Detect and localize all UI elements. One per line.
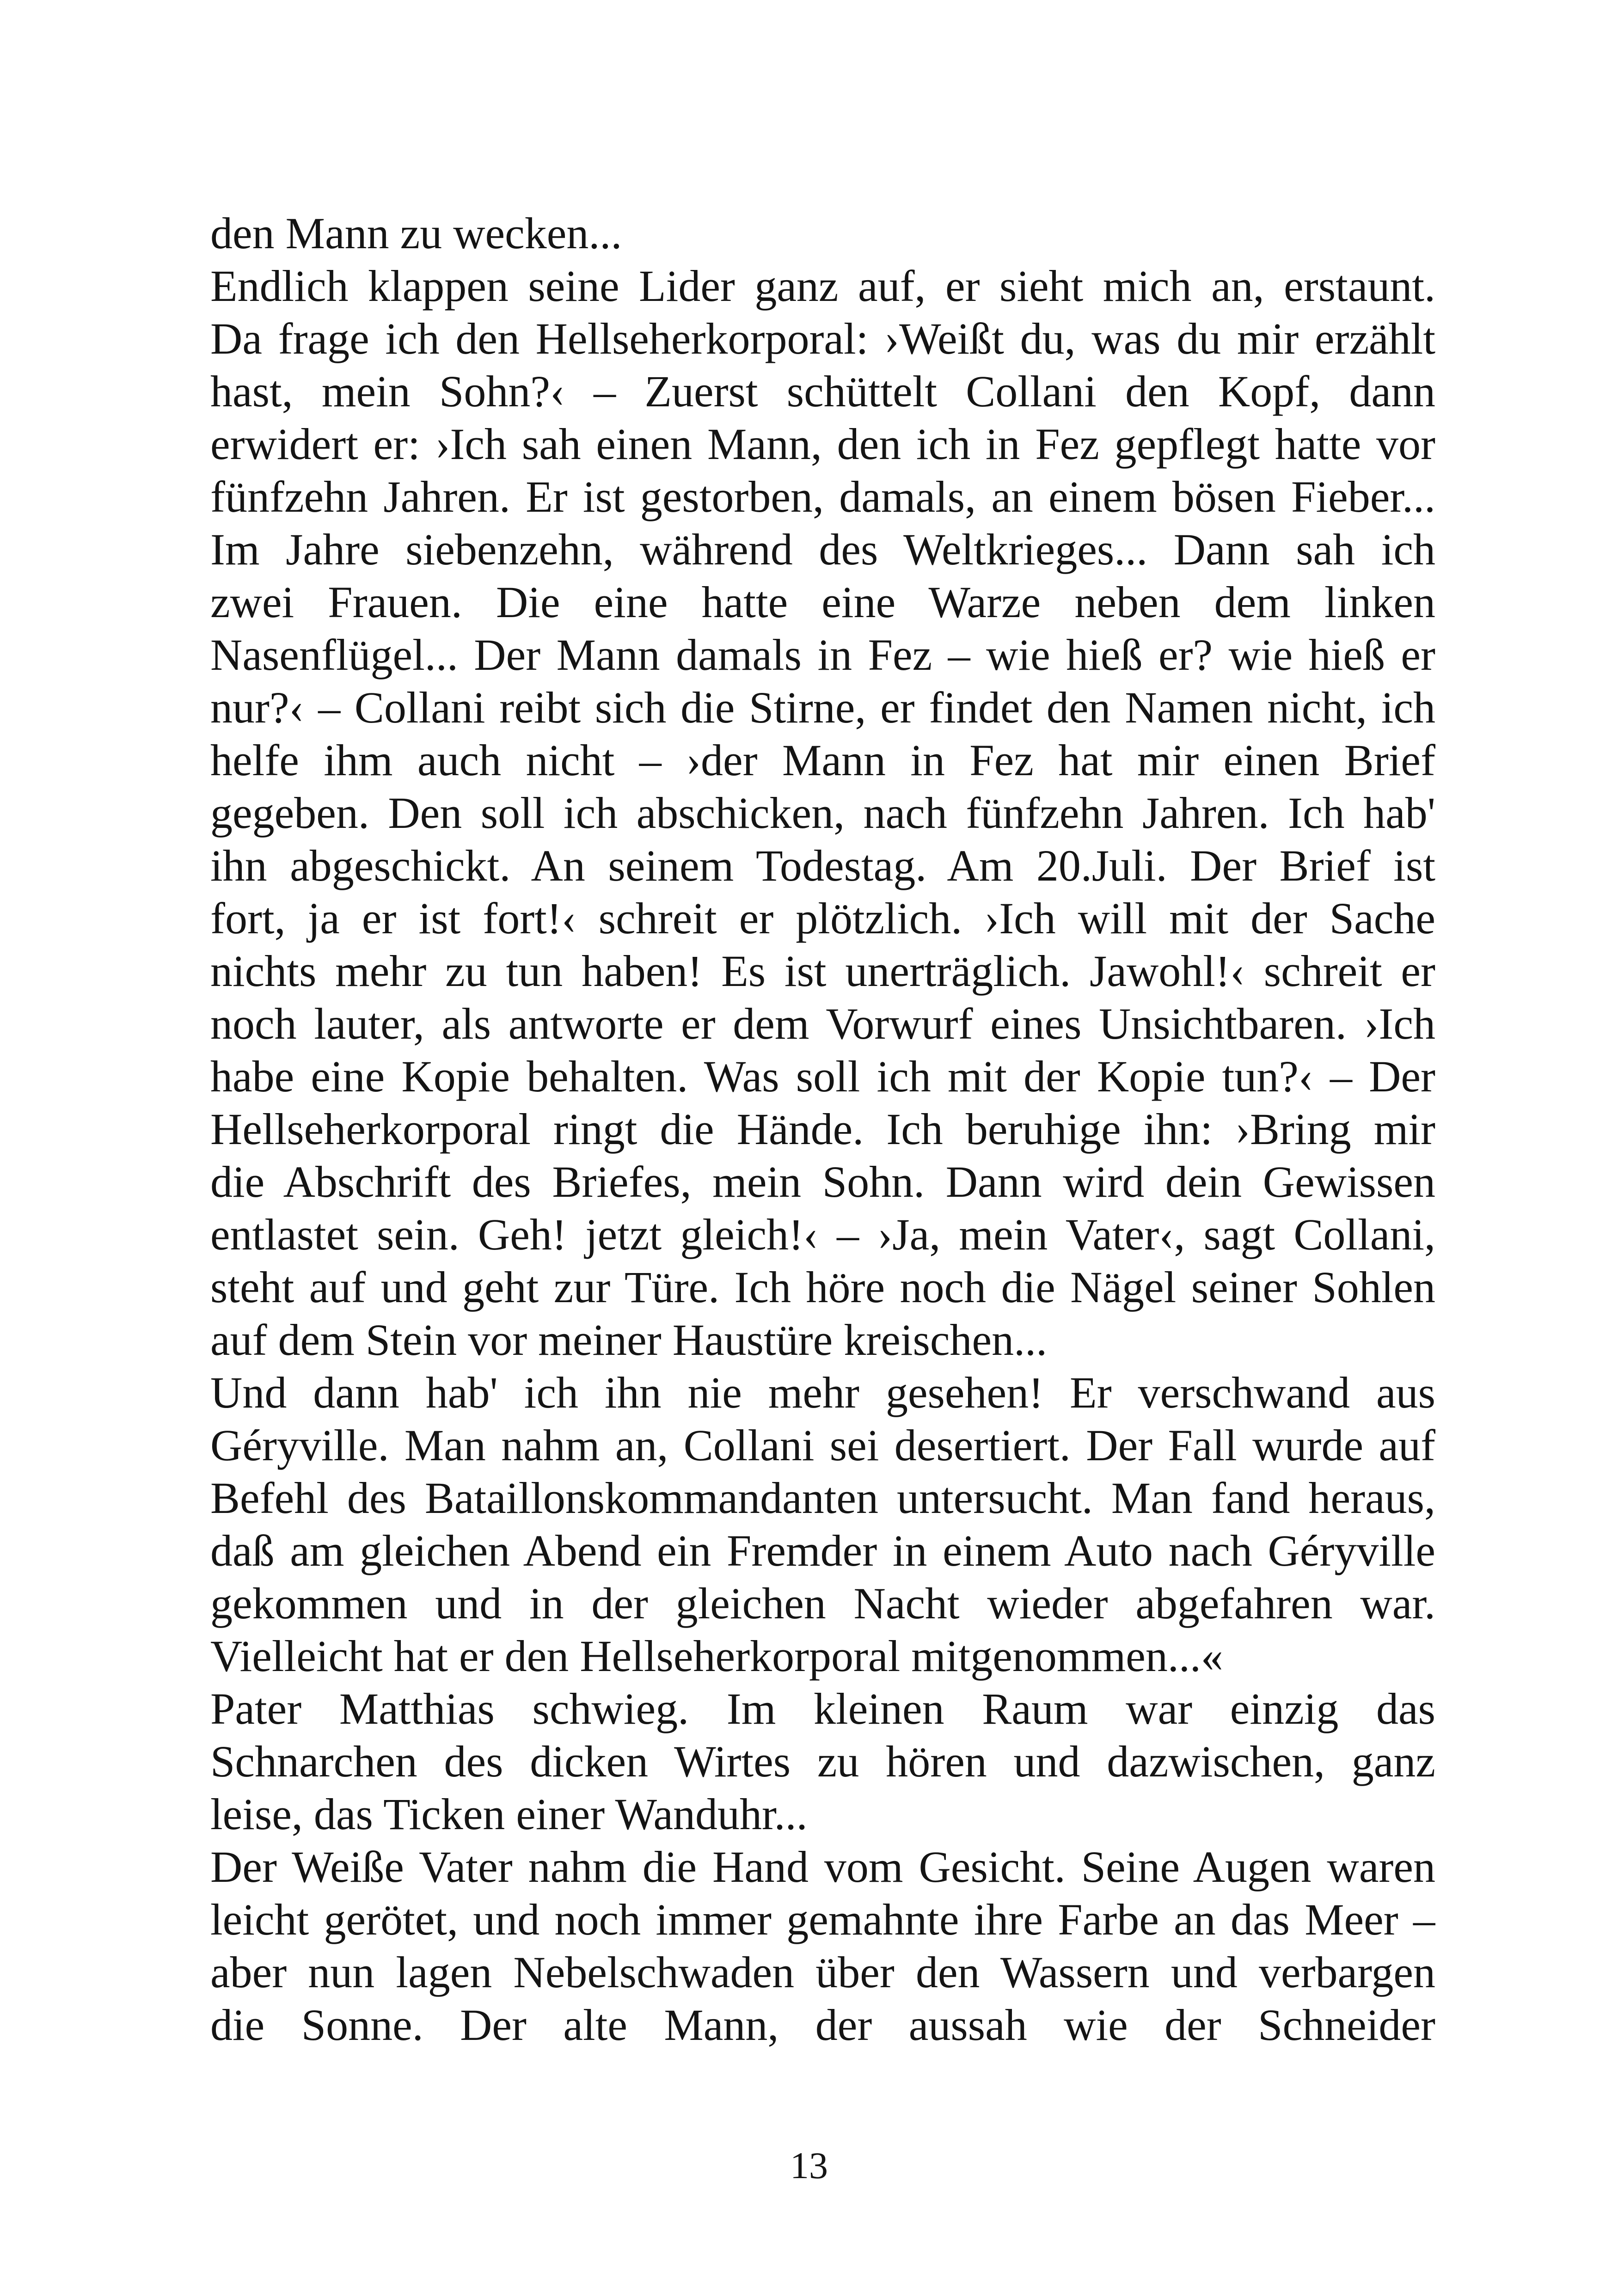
text-line: Hellseherkorporal ringt die Hände. Ich beruhige ihn: ›Bring mir [210,1104,1435,1154]
text-line: leise, das Ticken einer Wanduhr... [210,1789,808,1839]
text-line: Im Jahre siebenzehn, während des Weltkrieges... Dann sah ich [210,525,1435,574]
text-line: habe eine Kopie behalten. Was soll ich mit der Kopie tun?‹ – Der [210,1052,1435,1101]
text-line: auf dem Stein vor meiner Haustüre kreischen... [210,1315,1048,1365]
text-line: erwidert er: ›Ich sah einen Mann, den ich in Fez gepflegt hatte vor [210,419,1435,469]
text-line: zwei Frauen. Die eine hatte eine Warze neben dem linken [210,577,1435,627]
text-line: ihn abgeschickt. An seinem Todestag. Am 20.Juli. Der Brief ist [210,841,1435,890]
text-line: aber nun lagen Nebelschwaden über den Wassern und verbargen [210,1947,1435,1997]
text-line: fort, ja er ist fort!‹ schreit er plötzlich. ›Ich will mit der Sache [210,894,1435,943]
text-line: entlastet sein. Geh! jetzt gleich!‹ – ›Ja, mein Vater‹, sagt Collani, [210,1210,1435,1259]
text-line: Befehl des Bataillonskommandanten untersucht. Man fand heraus, [210,1473,1435,1523]
text-line: Schnarchen des dicken Wirtes zu hören und dazwischen, ganz [210,1737,1435,1786]
text-line: Da frage ich den Hellseherkorporal: ›Weißt du, was du mir erzählt [210,314,1435,363]
text-line: helfe ihm auch nicht – ›der Mann in Fez hat mir einen Brief [210,735,1435,785]
text-line: Géryville. Man nahm an, Collani sei desertiert. Der Fall wurde auf [210,1420,1435,1470]
text-line: Und dann hab' ich ihn nie mehr gesehen! Er verschwand aus [210,1368,1435,1417]
text-line: Nasenflügel... Der Mann damals in Fez – wie hieß er? wie hieß er [210,630,1435,680]
text-line: nichts mehr zu tun haben! Es ist unerträglich. Jawohl!‹ schreit er [210,946,1435,996]
text-line: den Mann zu wecken... [210,208,622,258]
text-line: gegeben. Den soll ich abschicken, nach fünfzehn Jahren. Ich hab' [210,788,1435,838]
text-line: Der Weiße Vater nahm die Hand vom Gesicht. Seine Augen waren [210,1842,1435,1892]
text-line: hast, mein Sohn?‹ – Zuerst schüttelt Collani den Kopf, dann [210,367,1435,416]
text-line: leicht gerötet, und noch immer gemahnte ihre Farbe an das Meer – [210,1895,1435,1944]
text-line: daß am gleichen Abend ein Fremder in einem Auto nach Géryville [210,1526,1435,1575]
text-line: noch lauter, als antworte er dem Vorwurf eines Unsichtbaren. ›Ich [210,999,1435,1048]
text-line: Pater Matthias schwieg. Im kleinen Raum war einzig das [210,1684,1435,1733]
text-line: Endlich klappen seine Lider ganz auf, er sieht mich an, erstaunt. [210,261,1435,311]
page-number: 13 [790,2144,828,2186]
text-line: steht auf und geht zur Türe. Ich höre noch die Nägel seiner Sohlen [210,1262,1435,1312]
text-line: Vielleicht hat er den Hellseherkorporal mitgenommen...« [210,1631,1223,1681]
text-line: die Sonne. Der alte Mann, der aussah wie der Schneider [210,2000,1435,2050]
text-line: gekommen und in der gleichen Nacht wieder abgefahren war. [210,1579,1435,1628]
text-line: nur?‹ – Collani reibt sich die Stirne, er findet den Namen nicht, ich [210,683,1435,732]
body-text [210,207,1435,2051]
text-line: fünfzehn Jahren. Er ist gestorben, damals, an einem bösen Fieber... [210,472,1435,521]
text-line: die Abschrift des Briefes, mein Sohn. Dann wird dein Gewissen [210,1157,1435,1206]
